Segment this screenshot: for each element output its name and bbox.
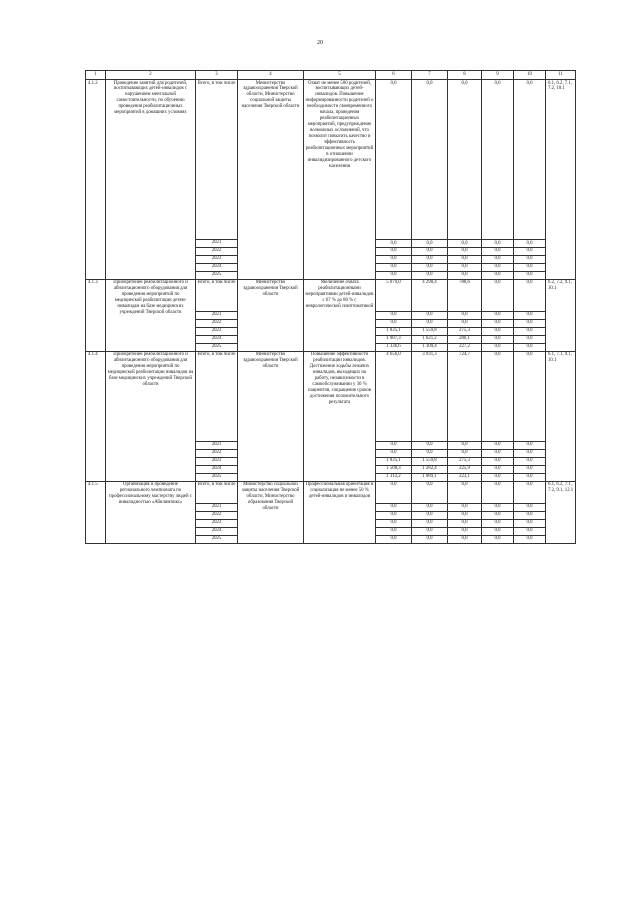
amount-cell: 1 089,1 [412, 473, 448, 481]
year-cell: 2024 [196, 527, 238, 535]
amount-cell: 0,0 [376, 441, 412, 449]
amount-total: 0,0 [376, 481, 412, 503]
amount-cell: 0,0 [448, 535, 482, 543]
amount-cell: 0,0 [482, 335, 514, 343]
indicator-refs: 6.1, 6.2, 7.1, 7.2, 9.1, 12.1 [546, 481, 576, 543]
measure-name: Приобретение реабилитационного и абилитационного оборудования для проведения мероприятий по медицинской реабилитации детям-инвалидам на базе медицинских учреждений Тверской области [106, 279, 196, 351]
indicator-refs: 6.1, 6.2, 7.1, 7.2, 10.1 [546, 80, 576, 280]
amount-cell: 0,0 [412, 535, 448, 543]
amount-cell: 0,0 [448, 319, 482, 327]
amount-cell: 0,0 [514, 240, 546, 248]
amount-cell: 0,0 [514, 503, 546, 511]
column-number: 2 [106, 71, 196, 80]
amount-cell: 0,0 [514, 343, 546, 351]
amount-total: 0,0 [514, 481, 546, 503]
amount-cell: 1 336,6 [376, 343, 412, 351]
measure-code: 4.1.5 [86, 481, 106, 543]
amount-cell: 0,0 [376, 311, 412, 319]
year-cell: 2021 [196, 503, 238, 511]
measure-code: 4.1.3 [86, 279, 106, 351]
amount-cell: 0,0 [448, 441, 482, 449]
year-cell: 2022 [196, 247, 238, 255]
executor: Министерство здравоохранения Тверской области, Министерство социальной защиты населения Тверской области [238, 80, 304, 280]
amount-cell: 0,0 [482, 457, 514, 465]
column-number: 8 [448, 71, 482, 80]
amount-cell: 0,0 [376, 263, 412, 271]
amount-cell: 0,0 [514, 527, 546, 535]
table-row [86, 481, 576, 503]
amount-cell: 0,0 [482, 519, 514, 527]
table-row [86, 351, 576, 441]
amount-cell: 0,0 [376, 247, 412, 255]
amount-total: 0,0 [482, 351, 514, 441]
amount-cell: 0,0 [448, 511, 482, 519]
column-number: 9 [482, 71, 514, 80]
amount-cell: 0,0 [412, 503, 448, 511]
amount-cell: 0,0 [412, 255, 448, 263]
amount-cell: 0,0 [482, 503, 514, 511]
amount-cell: 0,0 [514, 247, 546, 255]
year-cell: 2021 [196, 240, 238, 248]
column-number: 7 [412, 71, 448, 80]
indicator-refs: 6.1, 7.1, 9.1, 10.1 [546, 351, 576, 481]
amount-cell: 0,0 [482, 449, 514, 457]
amount-cell: 275,3 [448, 327, 482, 335]
amount-total: 788,6 [448, 279, 482, 311]
amount-cell: 225,9 [448, 465, 482, 473]
amount-cell: 0,0 [376, 535, 412, 543]
amount-total: 4 656,0 [376, 351, 412, 441]
amount-cell: 0,0 [412, 319, 448, 327]
amount-cell: 0,0 [412, 311, 448, 319]
amount-cell: 0,0 [482, 527, 514, 535]
amount-cell: 0,0 [412, 240, 448, 248]
amount-cell: 1 835,1 [376, 327, 412, 335]
year-cell: 2023 [196, 519, 238, 527]
column-number: 3 [196, 71, 238, 80]
amount-cell: 0,0 [376, 271, 412, 279]
year-cell: 2024 [196, 335, 238, 343]
amount-cell: 0,0 [412, 271, 448, 279]
amount-cell: 1 312,2 [376, 473, 412, 481]
column-number: 5 [304, 71, 376, 80]
amount-cell: 0,0 [412, 263, 448, 271]
amount-cell: 0,0 [482, 319, 514, 327]
amount-cell: 0,0 [514, 465, 546, 473]
year-cell: 2024 [196, 263, 238, 271]
amount-total: 0,0 [514, 80, 546, 240]
total-label: Всего, в том числе [196, 351, 238, 441]
total-label: Всего, в том числе [196, 80, 238, 240]
amount-total: 724,7 [448, 351, 482, 441]
amount-cell: 0,0 [514, 335, 546, 343]
amount-cell: 0,0 [514, 449, 546, 457]
amount-cell: 0,0 [482, 327, 514, 335]
amount-cell: 0,0 [448, 255, 482, 263]
amount-cell: 0,0 [514, 255, 546, 263]
total-label: Всего, в том числе [196, 279, 238, 311]
amount-cell: 0,0 [448, 503, 482, 511]
amount-total: 0,0 [514, 279, 546, 311]
indicator-refs: 6.2, 7.2, 9.1, 10.1 [546, 279, 576, 351]
amount-cell: 227,2 [448, 343, 482, 351]
year-cell: 2025 [196, 271, 238, 279]
amount-cell: 0,0 [448, 247, 482, 255]
year-cell: 2023 [196, 255, 238, 263]
executor: Министерство здравоохранения Тверской области [238, 351, 304, 481]
amount-cell: 0,0 [482, 473, 514, 481]
amount-cell: 1 907,3 [376, 335, 412, 343]
column-number: 4 [238, 71, 304, 80]
amount-cell: 0,0 [448, 263, 482, 271]
amount-cell: 0,0 [376, 503, 412, 511]
amount-cell: 0,0 [514, 441, 546, 449]
amount-cell: 275,3 [448, 457, 482, 465]
year-cell: 2025 [196, 473, 238, 481]
amount-cell: 0,0 [482, 441, 514, 449]
amount-cell: 0,0 [412, 441, 448, 449]
indicator: Профессиональная ориентация и социализация не менее 50 % детей-инвалидов и инвалидов [304, 481, 376, 543]
amount-cell: 0,0 [376, 319, 412, 327]
amount-cell: 1 621,2 [412, 335, 448, 343]
amount-cell: 1 835,1 [376, 457, 412, 465]
total-label: Всего, в том числе [196, 481, 238, 503]
amount-total: 0,0 [412, 481, 448, 503]
amount-cell: 223,1 [448, 473, 482, 481]
amount-cell: 0,0 [482, 311, 514, 319]
measure-name: Организация и проведение регионального чемпионата по профессиональному мастерству людей с инвалидностью «Абилимпикс» [106, 481, 196, 543]
executor: Министерство здравоохранения Тверской области [238, 279, 304, 351]
amount-cell: 0,0 [376, 519, 412, 527]
amount-total: 0,0 [376, 80, 412, 240]
amount-cell: 0,0 [482, 247, 514, 255]
amount-cell: 0,0 [514, 311, 546, 319]
amount-cell: 0,0 [482, 263, 514, 271]
year-cell: 2022 [196, 449, 238, 457]
amount-cell: 0,0 [482, 343, 514, 351]
amount-cell: 0,0 [514, 511, 546, 519]
amount-cell: 1 109,4 [412, 343, 448, 351]
amount-total: 0,0 [448, 481, 482, 503]
table-row [86, 279, 576, 311]
column-number: 11 [546, 71, 576, 80]
program-measures-table [85, 70, 576, 544]
amount-total: 4 290,4 [412, 279, 448, 311]
amount-cell: 0,0 [448, 449, 482, 457]
amount-total: 0,0 [482, 279, 514, 311]
amount-cell: 0,0 [514, 519, 546, 527]
amount-cell: 0,0 [482, 240, 514, 248]
year-cell: 2021 [196, 311, 238, 319]
amount-cell: 1 559,8 [412, 457, 448, 465]
amount-cell: 0,0 [514, 327, 546, 335]
amount-cell: 1 508,3 [376, 465, 412, 473]
table-row [86, 80, 576, 240]
amount-cell: 0,0 [482, 511, 514, 519]
year-cell: 2022 [196, 319, 238, 327]
amount-cell: 0,0 [376, 527, 412, 535]
year-cell: 2021 [196, 441, 238, 449]
amount-total: 0,0 [482, 481, 514, 503]
year-cell: 2024 [196, 465, 238, 473]
measure-code: 4.1.2 [86, 80, 106, 280]
year-cell: 2025 [196, 535, 238, 543]
amount-cell: 0,0 [448, 527, 482, 535]
amount-cell: 0,0 [514, 535, 546, 543]
amount-total: 0,0 [514, 351, 546, 441]
amount-cell: 0,0 [514, 457, 546, 465]
year-cell: 2023 [196, 457, 238, 465]
amount-cell: 0,0 [514, 271, 546, 279]
indicator: Увеличение охвата реабилитационными мероприятиями детей-инвалидов с 67 % до 80 % с неврологической симптоматикой [304, 279, 376, 351]
column-number: 10 [514, 71, 546, 80]
column-number-row [86, 71, 576, 80]
amount-cell: 1 282,4 [412, 465, 448, 473]
amount-cell: 0,0 [412, 511, 448, 519]
executor: Министерство социальной защиты населения Тверской области, Министерство образования Тверской области [238, 481, 304, 543]
amount-cell: 0,0 [448, 311, 482, 319]
amount-total: 0,0 [482, 80, 514, 240]
amount-cell: 0,0 [412, 527, 448, 535]
amount-cell: 0,0 [482, 255, 514, 263]
amount-cell: 0,0 [482, 465, 514, 473]
amount-cell: 0,0 [376, 511, 412, 519]
amount-cell: 0,0 [376, 240, 412, 248]
amount-cell: 0,0 [514, 473, 546, 481]
column-number: 1 [86, 71, 106, 80]
amount-cell: 0,0 [412, 449, 448, 457]
amount-cell: 0,0 [448, 271, 482, 279]
amount-cell: 0,0 [514, 319, 546, 327]
column-number: 6 [376, 71, 412, 80]
amount-total: 0,0 [412, 80, 448, 240]
amount-cell: 0,0 [376, 255, 412, 263]
measure-name: Приобретение реабилитационного и абилитационного оборудования для проведения мероприятий по медицинской реабилитации инвалидов на базе медицинских учреждений Тверской области [106, 351, 196, 481]
amount-cell: 1 559,8 [412, 327, 448, 335]
amount-cell: 286,1 [448, 335, 482, 343]
page-number: 20 [317, 40, 323, 46]
measure-name: Проведение занятий для родителей, воспитывающих детей-инвалидов с нарушением ментальной самостоятельности, по обучению проведения реабилитационных мероприятий в домашних условиях [106, 80, 196, 280]
amount-cell: 0,0 [482, 535, 514, 543]
amount-cell: 0,0 [376, 449, 412, 457]
amount-cell: 0,0 [412, 519, 448, 527]
amount-cell: 0,0 [448, 240, 482, 248]
amount-cell: 0,0 [482, 271, 514, 279]
amount-total: 0,0 [448, 80, 482, 240]
measure-code: 4.1.4 [86, 351, 106, 481]
amount-total: 3 931,3 [412, 351, 448, 441]
indicator: Повышение эффективности реабилитации инвалидов. Достижение ходьбы лежачих инвалидов, выходящих на работу, независимости в самообслуживании у 30 % пациентов, сокращение сроков достижения положительного результата [304, 351, 376, 481]
amount-cell: 0,0 [412, 247, 448, 255]
indicator: Охват не менее 500 родителей, воспитывающих детей-инвалидов. Повышение информированности родителей о необходимости своевременного начала, проведения реабилитационных мероприятий, предупреждение возможных осложнений, что позволит повысить качество и эффективность реабилитационных мероприятий в отношении инвалидизированного детского населения [304, 80, 376, 280]
year-cell: 2025 [196, 343, 238, 351]
amount-total: 5 079,0 [376, 279, 412, 311]
amount-cell: 0,0 [448, 519, 482, 527]
year-cell: 2023 [196, 327, 238, 335]
year-cell: 2022 [196, 511, 238, 519]
amount-cell: 0,0 [514, 263, 546, 271]
